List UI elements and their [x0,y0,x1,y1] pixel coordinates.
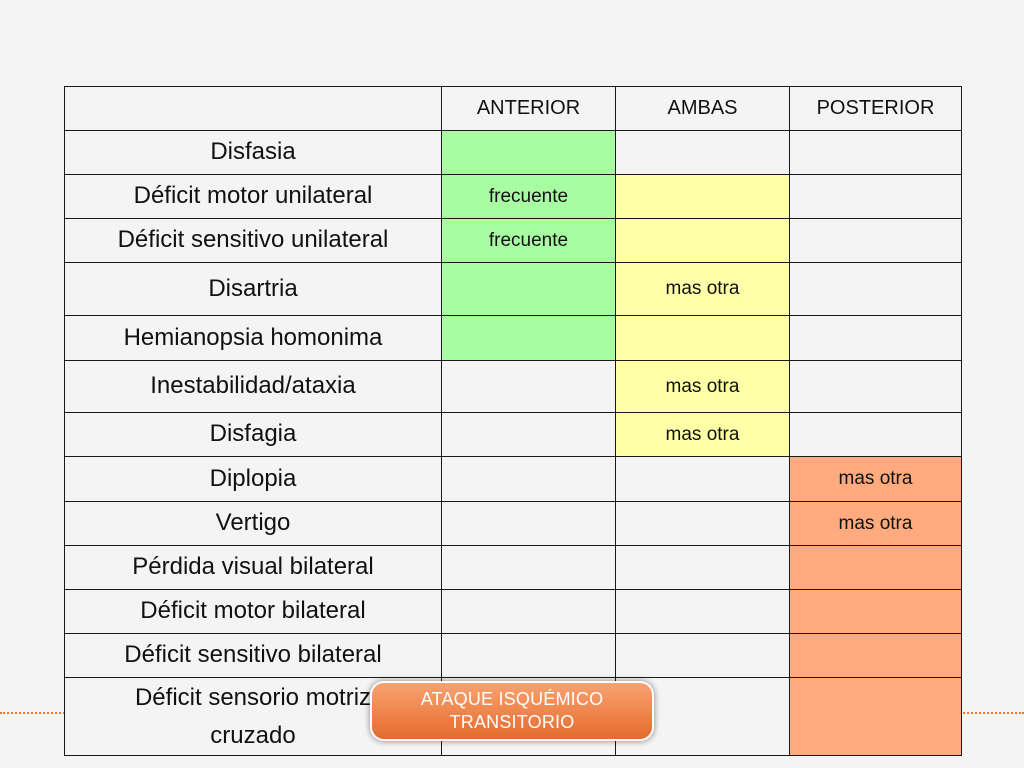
anterior-cell [442,502,616,546]
row-label-line1: Déficit sensorio motriz [134,683,372,711]
table-row [65,316,962,361]
anterior-cell: frecuente [442,219,616,263]
table-row [65,634,962,678]
ambas-cell [616,546,790,590]
table-row [65,502,962,546]
posterior-cell [790,361,962,413]
row-label: Pérdida visual bilateral [65,546,442,590]
posterior-cell [790,219,962,263]
row-label: Déficit sensitivo unilateral [65,219,442,263]
ambas-cell [616,590,790,634]
table-row [65,546,962,590]
posterior-cell [790,546,962,590]
ambas-cell: mas otra [616,361,790,413]
row-label: Déficit motor unilateral [65,175,442,219]
anterior-cell [442,263,616,316]
anterior-cell [442,361,616,413]
anterior-cell [442,131,616,175]
posterior-cell: mas otra [790,457,962,502]
posterior-cell: mas otra [790,502,962,546]
header-anterior: ANTERIOR [442,87,616,131]
posterior-cell [790,678,962,756]
anterior-cell [442,634,616,678]
row-label: Vertigo [65,502,442,546]
tia-badge-button[interactable] [372,683,652,739]
ambas-cell [616,219,790,263]
table-row [65,219,962,263]
row-label: Disfagia [65,413,442,457]
ambas-cell [616,502,790,546]
posterior-cell [790,263,962,316]
anterior-cell: frecuente [442,175,616,219]
header-posterior: POSTERIOR [790,87,962,131]
posterior-cell [790,634,962,678]
table-row [65,413,962,457]
anterior-cell [442,316,616,361]
ambas-cell [616,131,790,175]
table-row [65,457,962,502]
ambas-cell [616,457,790,502]
anterior-cell [442,546,616,590]
table-row [65,175,962,219]
ambas-cell [616,634,790,678]
table-row [65,263,962,316]
posterior-cell [790,175,962,219]
ambas-cell [616,175,790,219]
row-label-line2: cruzado [210,721,296,749]
row-label: Déficit sensitivo bilateral [65,634,442,678]
row-label: Disfasia [65,131,442,175]
ambas-cell: mas otra [616,413,790,457]
anterior-cell [442,457,616,502]
symptom-table [64,86,962,756]
row-label: Inestabilidad/ataxia [65,361,442,413]
table-row [65,131,962,175]
row-label: Disartria [65,263,442,316]
row-label: Diplopia [65,457,442,502]
badge-line2: TRANSITORIO [449,712,575,732]
header-empty-cell [65,87,442,131]
posterior-cell [790,316,962,361]
posterior-cell [790,590,962,634]
ambas-cell: mas otra [616,263,790,316]
anterior-cell [442,413,616,457]
header-ambas: AMBAS [616,87,790,131]
row-label: Hemianopsia homonima [65,316,442,361]
badge-line1: ATAQUE ISQUÉMICO [420,689,604,709]
ambas-cell [616,316,790,361]
header-row [65,87,962,131]
table-row [65,590,962,634]
posterior-cell [790,413,962,457]
table-row [65,361,962,413]
row-label: Déficit motor bilateral [65,590,442,634]
anterior-cell [442,590,616,634]
posterior-cell [790,131,962,175]
